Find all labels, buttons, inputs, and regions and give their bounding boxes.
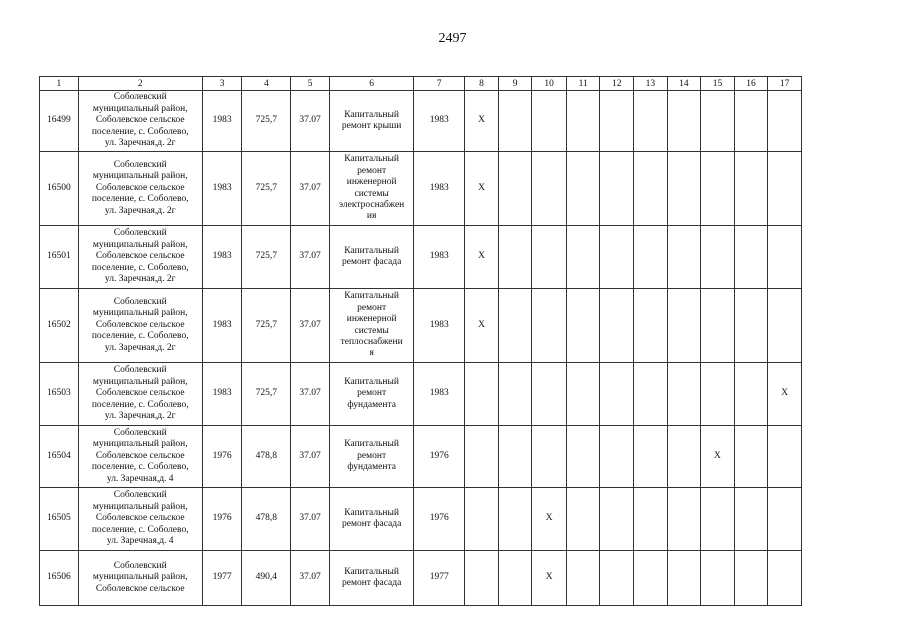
work-type-cell-line: фундамента	[347, 399, 396, 410]
address-cell-line: Соболевский	[113, 92, 167, 103]
mark-cell-col-9	[498, 91, 532, 152]
mark-cell-col-10	[532, 152, 567, 226]
address-cell-line: Соболевский	[113, 296, 167, 307]
area-cell: 478,8	[242, 488, 291, 551]
table-row	[40, 226, 802, 289]
mark-cell-col-9	[498, 289, 532, 363]
address-cell	[78, 551, 202, 606]
address-cell-line: ул. Заречная,д. 2г	[104, 411, 176, 422]
column-number-12: 12	[600, 77, 634, 91]
mark-cell-col-13	[634, 363, 668, 426]
mark-cell-col-13	[634, 289, 668, 363]
year-cell: 1976	[202, 488, 242, 551]
address-cell-line: поселение, с. Соболево,	[91, 399, 189, 410]
mark-cell-col-13	[634, 152, 668, 226]
mark-cell-col-15	[701, 289, 735, 363]
mark-cell-col-9	[498, 426, 532, 488]
column-number-10: 10	[532, 77, 567, 91]
address-cell-line: Соболевский	[113, 365, 167, 376]
address-cell-line: Соболевский	[113, 159, 167, 170]
year-cell: 1983	[202, 289, 242, 363]
column-number-4: 4	[242, 77, 291, 91]
mark-cell-col-12	[600, 152, 634, 226]
row-id: 16503	[40, 363, 79, 426]
address-cell-line: ул. Заречная,д. 4	[106, 536, 174, 547]
address-cell-line: Соболевское сельское	[95, 450, 185, 461]
column-number-5: 5	[291, 77, 330, 91]
mark-cell-col-10	[532, 289, 567, 363]
address-cell-line: ул. Заречная,д. 2г	[104, 342, 176, 353]
work-type-cell-line: ремонт фасада	[341, 519, 402, 529]
mark-cell-col-14	[667, 488, 701, 551]
column-number-7: 7	[414, 77, 465, 91]
table-row	[40, 289, 802, 363]
mark-cell-col-12	[600, 488, 634, 551]
work-type-cell-line: Капитальный	[344, 154, 399, 165]
address-cell-line: Соболевское сельское	[95, 583, 185, 594]
work-type-cell-line: системы	[354, 325, 389, 336]
address-cell-line: муниципальный район,	[92, 308, 188, 319]
work-type-cell	[329, 226, 413, 289]
row-id: 16501	[40, 226, 79, 289]
plan-year-cell: 1983	[414, 91, 465, 152]
year-cell: 1983	[202, 226, 242, 289]
column-number-14: 14	[667, 77, 701, 91]
mark-cell-col-9	[498, 488, 532, 551]
address-cell-line: Соболевское сельское	[95, 319, 185, 330]
mark-cell-col-11	[566, 426, 600, 488]
mark-cell-col-8: Х	[465, 226, 499, 289]
mark-cell-col-11	[566, 289, 600, 363]
work-type-cell	[329, 426, 413, 488]
mark-cell-col-17	[768, 551, 802, 606]
column-number-row	[40, 77, 802, 91]
mark-cell-col-8: Х	[465, 152, 499, 226]
column-number-11: 11	[566, 77, 600, 91]
year-cell: 1977	[202, 551, 242, 606]
area-cell: 490,4	[242, 551, 291, 606]
mark-cell-col-15	[701, 91, 735, 152]
code-cell: 37.07	[291, 488, 330, 551]
column-number-17: 17	[768, 77, 802, 91]
address-cell-line: поселение, с. Соболево,	[91, 524, 189, 535]
column-number-8: 8	[465, 77, 499, 91]
table-row	[40, 363, 802, 426]
address-cell-line: Соболевское сельское	[95, 115, 185, 126]
work-type-cell	[329, 289, 413, 363]
table-row	[40, 426, 802, 488]
mark-cell-col-16	[734, 289, 768, 363]
address-cell-line: Соболевский	[113, 560, 167, 571]
plan-year-cell: 1983	[414, 289, 465, 363]
address-cell-line: поселение, с. Соболево,	[91, 462, 189, 473]
work-type-cell-line: системы	[354, 188, 389, 199]
address-cell	[78, 426, 202, 488]
mark-cell-col-17	[768, 426, 802, 488]
plan-year-cell: 1977	[414, 551, 465, 606]
address-cell	[78, 289, 202, 363]
address-cell-line: муниципальный район,	[92, 239, 188, 250]
mark-cell-col-13	[634, 551, 668, 606]
work-type-cell-line: электроснабжен	[339, 199, 405, 210]
mark-cell-col-15	[701, 226, 735, 289]
mark-cell-col-16	[734, 91, 768, 152]
mark-cell-col-15	[701, 488, 735, 551]
work-type-cell-line: ремонт крыши	[341, 121, 402, 131]
code-cell: 37.07	[291, 152, 330, 226]
row-id: 16506	[40, 551, 79, 606]
mark-cell-col-17	[768, 152, 802, 226]
address-cell-line: Соболевский	[113, 490, 167, 501]
mark-cell-col-8: Х	[465, 289, 499, 363]
address-cell-line: поселение, с. Соболево,	[91, 262, 189, 273]
work-type-cell-line: инженерной	[346, 314, 397, 325]
mark-cell-col-8: Х	[465, 91, 499, 152]
code-cell: 37.07	[291, 426, 330, 488]
mark-cell-col-17	[768, 488, 802, 551]
work-type-cell-line: теплоснабжени	[340, 336, 403, 347]
address-cell-line: Соболевское сельское	[95, 182, 185, 193]
mark-cell-col-10	[532, 363, 567, 426]
address-cell-line: Соболевский	[113, 427, 167, 438]
work-type-cell-line: ремонт	[357, 388, 387, 399]
year-cell: 1976	[202, 426, 242, 488]
address-cell-line: Соболевский	[113, 228, 167, 239]
row-id: 16499	[40, 91, 79, 152]
work-type-cell-line: ремонт	[357, 165, 387, 176]
mark-cell-col-14	[667, 289, 701, 363]
address-cell-line: ул. Заречная,д. 2г	[104, 274, 176, 285]
code-cell: 37.07	[291, 226, 330, 289]
plan-year-cell: 1983	[414, 152, 465, 226]
address-cell	[78, 152, 202, 226]
address-cell-line: муниципальный район,	[92, 103, 188, 114]
area-cell: 725,7	[242, 152, 291, 226]
work-type-cell-line: Капитальный	[344, 291, 399, 302]
mark-cell-col-10: Х	[532, 488, 567, 551]
mark-cell-col-13	[634, 91, 668, 152]
mark-cell-col-9	[498, 152, 532, 226]
work-type-cell-line: Капитальный	[344, 376, 399, 387]
mark-cell-col-12	[600, 363, 634, 426]
code-cell: 37.07	[291, 91, 330, 152]
mark-cell-col-15	[701, 363, 735, 426]
address-cell	[78, 363, 202, 426]
mark-cell-col-12	[600, 91, 634, 152]
address-cell-line: поселение, с. Соболево,	[91, 331, 189, 342]
work-type-cell-line: Капитальный	[344, 109, 399, 120]
work-type-cell	[329, 363, 413, 426]
address-cell-line: Соболевское сельское	[95, 513, 185, 524]
table-row	[40, 91, 802, 152]
mark-cell-col-10: Х	[532, 551, 567, 606]
mark-cell-col-16	[734, 363, 768, 426]
row-id: 16500	[40, 152, 79, 226]
mark-cell-col-8	[465, 363, 499, 426]
work-type-cell-line: ремонт	[357, 450, 387, 461]
address-cell-line: ул. Заречная,д. 4	[106, 473, 174, 484]
table-row	[40, 551, 802, 606]
work-type-cell-line: ремонт	[357, 302, 387, 313]
mark-cell-col-16	[734, 551, 768, 606]
year-cell: 1983	[202, 152, 242, 226]
code-cell: 37.07	[291, 363, 330, 426]
address-cell-line: муниципальный район,	[92, 376, 188, 387]
register-table	[39, 76, 802, 606]
mark-cell-col-11	[566, 551, 600, 606]
work-type-cell-line: Капитальный	[344, 439, 399, 450]
column-number-6: 6	[329, 77, 413, 91]
area-cell: 725,7	[242, 91, 291, 152]
mark-cell-col-17	[768, 289, 802, 363]
work-type-cell-line: ремонт фасада	[341, 578, 402, 588]
address-cell-line: поселение, с. Соболево,	[91, 126, 189, 137]
column-number-16: 16	[734, 77, 768, 91]
area-cell: 478,8	[242, 426, 291, 488]
column-number-2: 2	[78, 77, 202, 91]
plan-year-cell: 1976	[414, 488, 465, 551]
plan-year-cell: 1976	[414, 426, 465, 488]
mark-cell-col-11	[566, 226, 600, 289]
work-type-cell	[329, 488, 413, 551]
area-cell: 725,7	[242, 363, 291, 426]
plan-year-cell: 1983	[414, 363, 465, 426]
address-cell	[78, 91, 202, 152]
mark-cell-col-10	[532, 226, 567, 289]
column-number-3: 3	[202, 77, 242, 91]
mark-cell-col-15	[701, 152, 735, 226]
column-number-15: 15	[701, 77, 735, 91]
work-type-cell-line: фундамента	[347, 462, 396, 473]
code-cell: 37.07	[291, 289, 330, 363]
work-type-cell-line: Капитальный	[344, 245, 399, 256]
mark-cell-col-10	[532, 426, 567, 488]
mark-cell-col-15: Х	[701, 426, 735, 488]
column-number-9: 9	[498, 77, 532, 91]
address-cell-line: поселение, с. Соболево,	[91, 194, 189, 205]
mark-cell-col-15	[701, 551, 735, 606]
mark-cell-col-14	[667, 551, 701, 606]
mark-cell-col-12	[600, 226, 634, 289]
mark-cell-col-14	[667, 363, 701, 426]
address-cell	[78, 226, 202, 289]
mark-cell-col-12	[600, 551, 634, 606]
plan-year-cell: 1983	[414, 226, 465, 289]
mark-cell-col-12	[600, 289, 634, 363]
mark-cell-col-14	[667, 91, 701, 152]
mark-cell-col-10	[532, 91, 567, 152]
mark-cell-col-14	[667, 152, 701, 226]
page-number: 2497	[438, 31, 467, 46]
mark-cell-col-9	[498, 226, 532, 289]
address-cell-line: ул. Заречная,д. 2г	[104, 205, 176, 216]
mark-cell-col-12	[600, 426, 634, 488]
row-id: 16505	[40, 488, 79, 551]
work-type-cell-line: ремонт фасада	[341, 257, 402, 267]
table-row	[40, 152, 802, 226]
work-type-cell	[329, 91, 413, 152]
mark-cell-col-11	[566, 363, 600, 426]
mark-cell-col-16	[734, 152, 768, 226]
column-number-1: 1	[40, 77, 79, 91]
mark-cell-col-17	[768, 91, 802, 152]
address-cell-line: муниципальный район,	[92, 171, 188, 182]
work-type-cell-line: ия	[366, 211, 377, 222]
mark-cell-col-11	[566, 152, 600, 226]
mark-cell-col-11	[566, 488, 600, 551]
row-id: 16504	[40, 426, 79, 488]
work-type-cell-line: Капитальный	[344, 566, 399, 577]
work-type-cell	[329, 152, 413, 226]
mark-cell-col-9	[498, 363, 532, 426]
mark-cell-col-13	[634, 426, 668, 488]
work-type-cell-line: Капитальный	[344, 507, 399, 518]
table-body	[40, 91, 802, 606]
work-type-cell	[329, 551, 413, 606]
address-cell-line: Соболевское сельское	[95, 251, 185, 262]
mark-cell-col-13	[634, 488, 668, 551]
mark-cell-col-14	[667, 426, 701, 488]
mark-cell-col-13	[634, 226, 668, 289]
table-row	[40, 488, 802, 551]
mark-cell-col-16	[734, 226, 768, 289]
address-cell-line: муниципальный район,	[92, 501, 188, 512]
address-cell-line: Соболевское сельское	[95, 388, 185, 399]
year-cell: 1983	[202, 91, 242, 152]
area-cell: 725,7	[242, 226, 291, 289]
code-cell: 37.07	[291, 551, 330, 606]
area-cell: 725,7	[242, 289, 291, 363]
year-cell: 1983	[202, 363, 242, 426]
mark-cell-col-16	[734, 488, 768, 551]
mark-cell-col-17: Х	[768, 363, 802, 426]
work-type-cell-line: я	[369, 348, 374, 359]
mark-cell-col-16	[734, 426, 768, 488]
mark-cell-col-14	[667, 226, 701, 289]
mark-cell-col-9	[498, 551, 532, 606]
mark-cell-col-8	[465, 488, 499, 551]
mark-cell-col-11	[566, 91, 600, 152]
column-number-13: 13	[634, 77, 668, 91]
address-cell	[78, 488, 202, 551]
mark-cell-col-17	[768, 226, 802, 289]
address-cell-line: ул. Заречная,д. 2г	[104, 138, 176, 149]
address-cell-line: муниципальный район,	[92, 572, 188, 583]
mark-cell-col-8	[465, 551, 499, 606]
row-id: 16502	[40, 289, 79, 363]
address-cell-line: муниципальный район,	[92, 439, 188, 450]
work-type-cell-line: инженерной	[346, 177, 397, 188]
mark-cell-col-8	[465, 426, 499, 488]
